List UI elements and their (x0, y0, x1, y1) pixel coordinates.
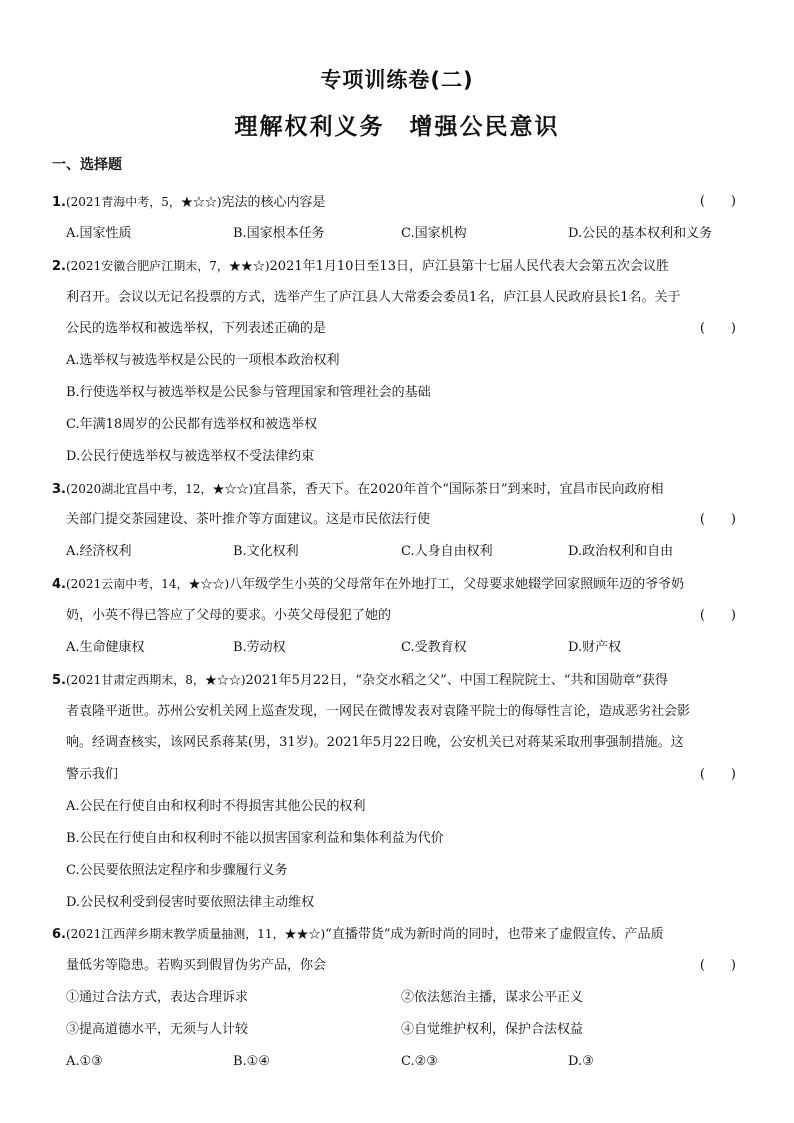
option-b: B.公民在行使自由和权利时不能以损害国家利益和集体利益为代价 (66, 831, 444, 846)
option-a: A.公民在行使自由和权利时不得损害其他公民的权利 (66, 799, 366, 814)
question-text: 者袁隆平逝世。苏州公安机关网上巡查发现，一网民在微博发表对袁隆平院士的侮辱性言论，造成恶劣社会影 (66, 704, 691, 719)
question-text: 宜昌茶，香天下。在2020年首个“国际茶日”到来时，宜昌市民向政府相 (253, 482, 664, 497)
option-a: A.经济权利 (66, 544, 132, 559)
option-c: C.国家机构 (401, 226, 467, 241)
option-a: A.生命健康权 (66, 640, 145, 655)
option-a: A.国家性质 (66, 226, 132, 241)
question-source: (2021云南中考，14，★☆☆) (65, 577, 230, 591)
question-number: 5. (52, 673, 66, 688)
question-text: 公民的选举权和被选举权，下列表述正确的是 (66, 321, 327, 336)
question-source: (2021青海中考，5，★☆☆) (65, 195, 222, 209)
question-text: 量低劣等隐患。若购买到假冒伪劣产品，你会 (66, 958, 327, 973)
question-text: “直播带货”成为新时尚的同时，也带来了虚假宣传、产品质 (325, 927, 664, 942)
question-1 (52, 193, 326, 212)
question-5 (52, 671, 668, 690)
question-3 (52, 480, 664, 499)
question-number: 3. (52, 482, 66, 497)
question-text: 关部门提交茶园建设、茶叶推介等方面建议。这是市民依法行使 (66, 512, 431, 527)
answer-blank: ( ) (699, 321, 736, 336)
question-2 (52, 257, 669, 276)
section-heading: 一、选择题 (52, 157, 122, 173)
page-subtitle: 理解权利义务 增强公民意识 (234, 114, 560, 140)
answer-blank: ( ) (699, 608, 736, 623)
option-c: C.公民要依照法定程序和步骤履行义务 (66, 863, 288, 878)
option-b: B.文化权利 (233, 544, 299, 559)
question-6 (52, 925, 663, 944)
answer-blank: ( ) (699, 512, 736, 527)
option-c: C.年满18周岁的公民都有选举权和被选举权 (66, 417, 318, 432)
option-a: A.①③ (66, 1054, 103, 1069)
statement-3: ③提高道德水平，无须与人计较 (66, 1022, 249, 1037)
question-text: 响。经调查核实，该网民系蒋某(男，31岁)。2021年5月22日晚，公安机关已对蒋某采取刑事强制措施。这 (66, 735, 684, 750)
answer-blank: ( ) (699, 194, 736, 209)
question-source: (2020湖北宜昌中考，12，★☆☆) (65, 482, 254, 496)
option-b: B.行使选举权与被选举权是公民参与管理国家和管理社会的基础 (66, 385, 431, 400)
option-b: B.国家根本任务 (233, 226, 325, 241)
question-number: 2. (52, 259, 66, 274)
option-d: D.公民行使选举权与被选举权不受法律约束 (66, 449, 315, 464)
question-text: 警示我们 (66, 767, 119, 782)
question-text: 2021年1月10日至13日，庐江县第十七届人民代表大会第五次会议胜 (269, 259, 669, 274)
option-d: D.③ (568, 1054, 594, 1069)
question-4 (52, 575, 684, 594)
statement-4: ④自觉维护权利，保护合法权益 (401, 1022, 584, 1037)
option-b: B.劳动权 (233, 640, 286, 655)
option-c: C.人身自由权利 (401, 544, 493, 559)
option-c: C.受教育权 (401, 640, 467, 655)
page-title: 专项训练卷(二) (320, 68, 474, 92)
option-b: B.①④ (233, 1054, 270, 1069)
statement-2: ②依法惩治主播，谋求公平正义 (401, 990, 584, 1005)
option-d: D.政治权利和自由 (568, 544, 674, 559)
question-number: 4. (52, 577, 66, 592)
answer-blank: ( ) (699, 958, 736, 973)
question-text: 奶，小英不得已答应了父母的要求。小英父母侵犯了她的 (66, 608, 392, 623)
answer-blank: ( ) (699, 767, 736, 782)
question-text: 宪法的核心内容是 (221, 195, 326, 210)
option-a: A.选举权与被选举权是公民的一项根本政治权利 (66, 353, 340, 368)
question-text: 2021年5月22日，“杂交水稻之父”、中国工程院院士、“共和国勋章”获得 (245, 673, 669, 688)
question-source: (2021甘肃定西期末，8，★☆☆) (65, 673, 246, 687)
option-d: D.公民的基本权利和义务 (568, 226, 713, 241)
option-c: C.②③ (401, 1054, 438, 1069)
question-source: (2021江西萍乡期末教学质量抽测，11，★★☆) (65, 927, 326, 941)
option-d: D.财产权 (568, 640, 622, 655)
option-d: D.公民权利受到侵害时要依照法律主动维权 (66, 895, 315, 910)
question-text: 利召开。会议以无记名投票的方式，选举产生了庐江县人大常委会委员1名，庐江县人民政府县长1名。关于 (66, 290, 681, 305)
question-source: (2021安徽合肥庐江期末，7，★★☆) (65, 259, 270, 273)
question-text: 八年级学生小英的父母常年在外地打工，父母要求她辍学回家照顾年迈的爷爷奶 (229, 577, 685, 592)
question-number: 6. (52, 927, 66, 942)
statement-1: ①通过合法方式，表达合理诉求 (66, 990, 249, 1005)
question-number: 1. (52, 195, 66, 210)
